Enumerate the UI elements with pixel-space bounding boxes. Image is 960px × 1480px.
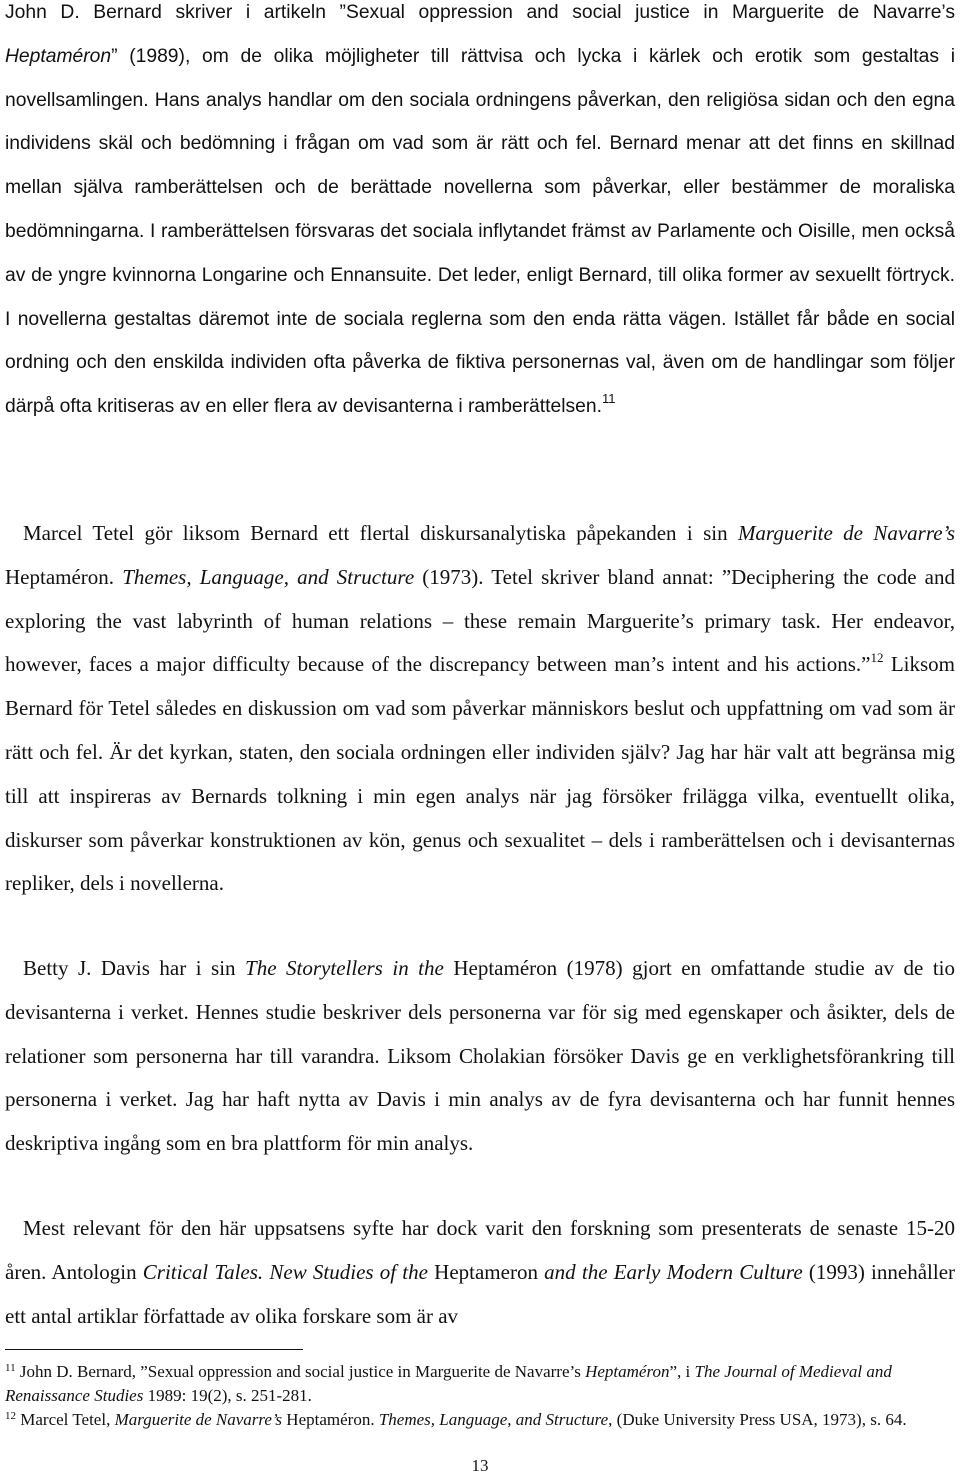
body-paragraph	[5, 1207, 955, 1338]
text-run: ” (1989), om de olika möjligheter till rättvisa och lycka i kärlek och erotik som gestaltas i novellsamlingen. Hans analys handlar om den sociala ordningens påverkan, den religiösa sidan och den egna individens skäl och bedömning i frågan om vad som är rätt och fel. Bernard menar att det finns en skillnad mellan själva ramberättelsen och de berättade novellerna som påverkar, eller bestämmer de moraliska bedömningarna. I ramberättelsen försvaras det sociala inflytandet främst av Parlamente och Oisille, men också av de yngre kvinnorna Longarine och Ennansuite. Det leder, enligt Bernard, till olika former av sexuellt förtryck. I novellerna gestaltas däremot inte de sociala reglerna som den enda rätta vägen. Istället får både en social ordning och den enskilda individen ofta påverka de fiktiva personernas val, även om de handlingar som följer därpå ofta kritiseras av en eller flera av devisanterna i ramberättelsen.	[5, 45, 955, 418]
footnote-marker: 12	[5, 1410, 16, 1422]
italic-text: Heptaméron	[5, 45, 112, 67]
italic-text: Marguerite de Navarre’s	[114, 1410, 283, 1429]
footnote	[5, 1408, 955, 1432]
body-paragraph	[5, 0, 955, 429]
italic-text: Marguerite de Navarre’s	[737, 521, 955, 545]
body-paragraph	[5, 947, 955, 1166]
footnote	[5, 1360, 955, 1407]
page-number: 13	[471, 1456, 489, 1475]
footnote-marker: 11	[5, 1362, 16, 1374]
text-run: Mest relevant för den här uppsatsens syfte har dock varit den forskning som presenterats de senaste 15-20 åren. Antologin	[5, 1216, 955, 1284]
text-run: Marcel Tetel,	[16, 1410, 115, 1429]
italic-text: The Journal of Medieval and Renaissance Studies	[5, 1362, 892, 1405]
text-run: (1973). Tetel skriver bland annat: ”Deciphering the code and exploring the vast labyrinth of human relations – these remain Marguerite’s primary task. Her endeavor, however, faces a major difficulty because of the discrepancy between man’s intent and his actions.”	[5, 564, 955, 677]
text-run: John D. Bernard, ”Sexual oppression and social justice in Marguerite de Navarre’s	[15, 1362, 586, 1381]
text-run: ”, i	[669, 1362, 695, 1381]
text-run: Marcel Tetel gör liksom Bernard ett flertal diskursanalytiska påpekanden i sin	[23, 521, 738, 545]
italic-text: The Storytellers in the	[245, 956, 444, 980]
text-run: Liksom Bernard för Tetel således en diskussion om vad som påverkar människors beslut och uppfattning om vad som är rätt och fel. Är det kyrkan, staten, den sociala ordningen eller individen själv? Jag har här valt att begränsa mig till att inspireras av Bernards tolkning i min egen analys när jag försöker frilägga vilka, eventuellt olika, diskurser som påverkar konstruktionen av kön, genus och sexualitet – dels i ramberättelsen och i devisanternas repliker, dels i novellerna.	[5, 652, 956, 896]
footnote-separator	[5, 1349, 303, 1350]
text-run: (1993) innehåller ett antal artiklar författade av olika forskare som är av	[5, 1259, 956, 1328]
footnote-marker: 12	[870, 650, 884, 666]
text-run: , (Duke University Press USA, 1973), s. 64.	[608, 1410, 907, 1429]
text-run: Heptaméron.	[282, 1410, 379, 1429]
text-run: Heptaméron (1978) gjort en omfattande studie av de tio devisanterna i verket. Hennes studie beskriver dels personerna var för sig med egenskaper och åsikter, dels de relationer som personerna har till varandra. Liksom Cholakian försöker Davis ge en verklighetsförankring till personerna i verket. Jag har haft nytta av Davis i min analys av de fyra devisanterna och har funnit hennes deskriptiva ingång som en bra plattform för min analys.	[5, 956, 955, 1156]
italic-text: Critical Tales. New Studies of the	[142, 1259, 428, 1284]
italic-text: and the Early Modern Culture	[544, 1259, 803, 1284]
body-paragraph	[5, 512, 955, 906]
text-run: 1989: 19(2), s. 251-281.	[143, 1385, 312, 1405]
text-run: Heptaméron.	[5, 564, 123, 589]
italic-text: Themes, Language, and Structure	[122, 564, 415, 589]
text-run: Betty J. Davis har i sin	[23, 956, 246, 980]
text-run: John D. Bernard skriver i artikeln ”Sexual oppression and social justice in Marguerite de Navarre’s	[5, 2, 955, 23]
text-run: Heptameron	[427, 1259, 545, 1284]
italic-text: Themes, Language, and Structure	[378, 1410, 609, 1429]
footnote-marker: 11	[601, 391, 616, 407]
italic-text: Heptaméron	[585, 1362, 670, 1381]
